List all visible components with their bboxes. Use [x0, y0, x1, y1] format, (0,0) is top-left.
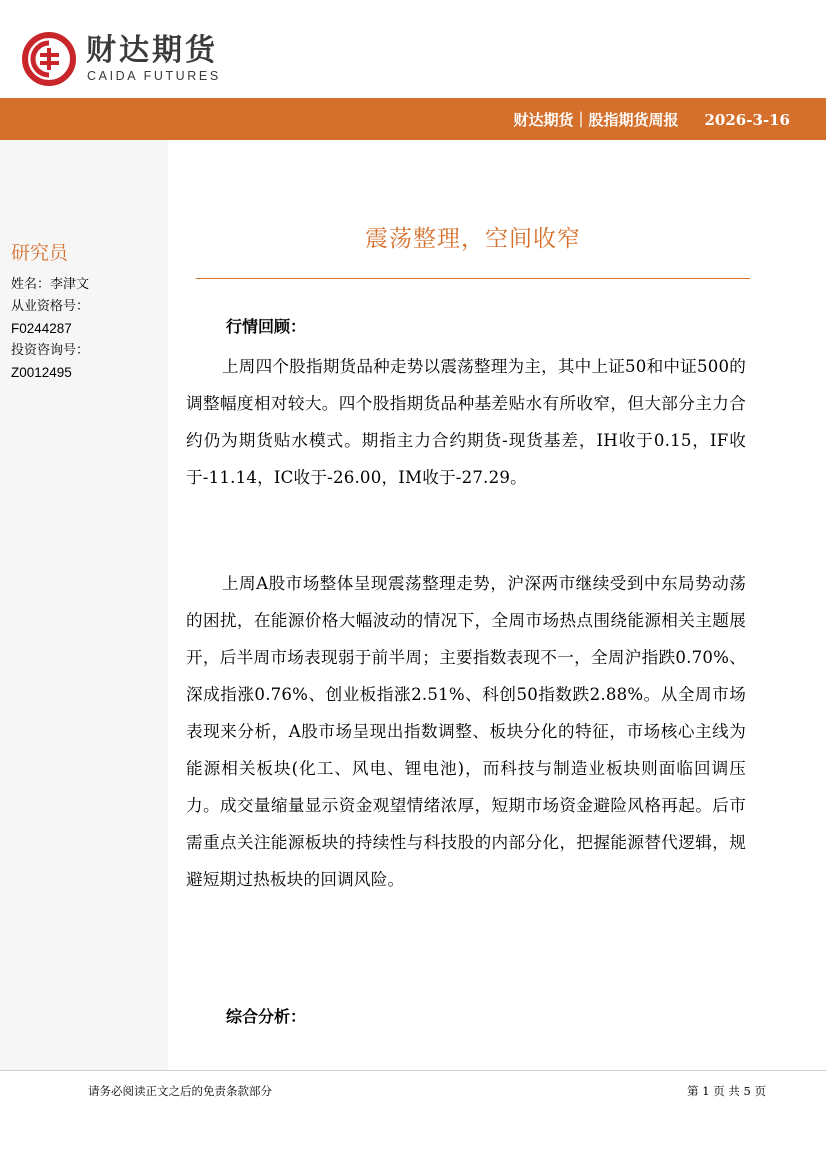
paragraph-a-share-review: 上周A股市场整体呈现震荡整理走势，沪深两市继续受到中东局势动荡的困扰，在能源价格大幅波动的情况下，全周市场热点围绕能源相关主题展开，后半周市场表现弱于前半周；主要指数表现不一，全周沪指跌0.70%、深成指涨0.76%、创业板指涨2.51%、科创50指数跌2.88%。从全周市场表现来分析，A股市场呈现出指数调整、板块分化的特征，市场核心主线为能源相关板块(化工、风电、锂电池)，而科技与制造业板块则面临回调压力。成交量缩量显示资金观望情绪浓厚，短期市场资金避险风格再起。后市需重点关注能源板块的持续性与科技股的内部分化，把握能源替代逻辑，规避短期过热板块的回调风险。	[186, 574, 746, 889]
header-text	[513, 98, 790, 142]
footer-disclaimer: 请务必阅读正文之后的免责条款部分	[88, 1084, 272, 1098]
header-bar	[0, 98, 826, 140]
brand-name-en: CAIDA FUTURES	[87, 69, 221, 83]
paragraph-futures-review: 上周四个股指期货品种走势以震荡整理为主，其中上证50和中证500的调整幅度相对较大。四个股指期货品种基差贴水有所收窄，但大部分主力合约仍为期货贴水模式。期指主力合约期货-现货基差，IH收于0.15，IF收于-11.14，IC收于-26.00，IM收于-27.29。	[186, 357, 747, 487]
footer-divider	[0, 1070, 826, 1071]
consult-label: 投资咨询号：	[11, 343, 90, 358]
report-title: 震荡整理，空间收窄	[365, 226, 581, 252]
title-divider	[196, 278, 750, 279]
page-number: 第 1 页 共 5 页	[687, 1084, 766, 1098]
header-date: 2026-3-16	[704, 111, 790, 129]
qualification-number: F0244287	[11, 321, 72, 336]
researcher-name: 姓名：李津文	[11, 277, 90, 292]
section-heading-analysis: 综合分析：	[226, 1007, 307, 1026]
qualification-label: 从业资格号：	[11, 299, 90, 314]
section-heading-market-review: 行情回顾：	[226, 317, 307, 336]
researcher-title: 研究员	[11, 242, 69, 264]
caida-logo-icon	[20, 30, 78, 88]
brand-name-cn: 财达期货	[86, 33, 218, 68]
header-report-name: 财达期货｜股指期货周报	[513, 111, 679, 129]
consult-number: Z0012495	[11, 365, 72, 380]
